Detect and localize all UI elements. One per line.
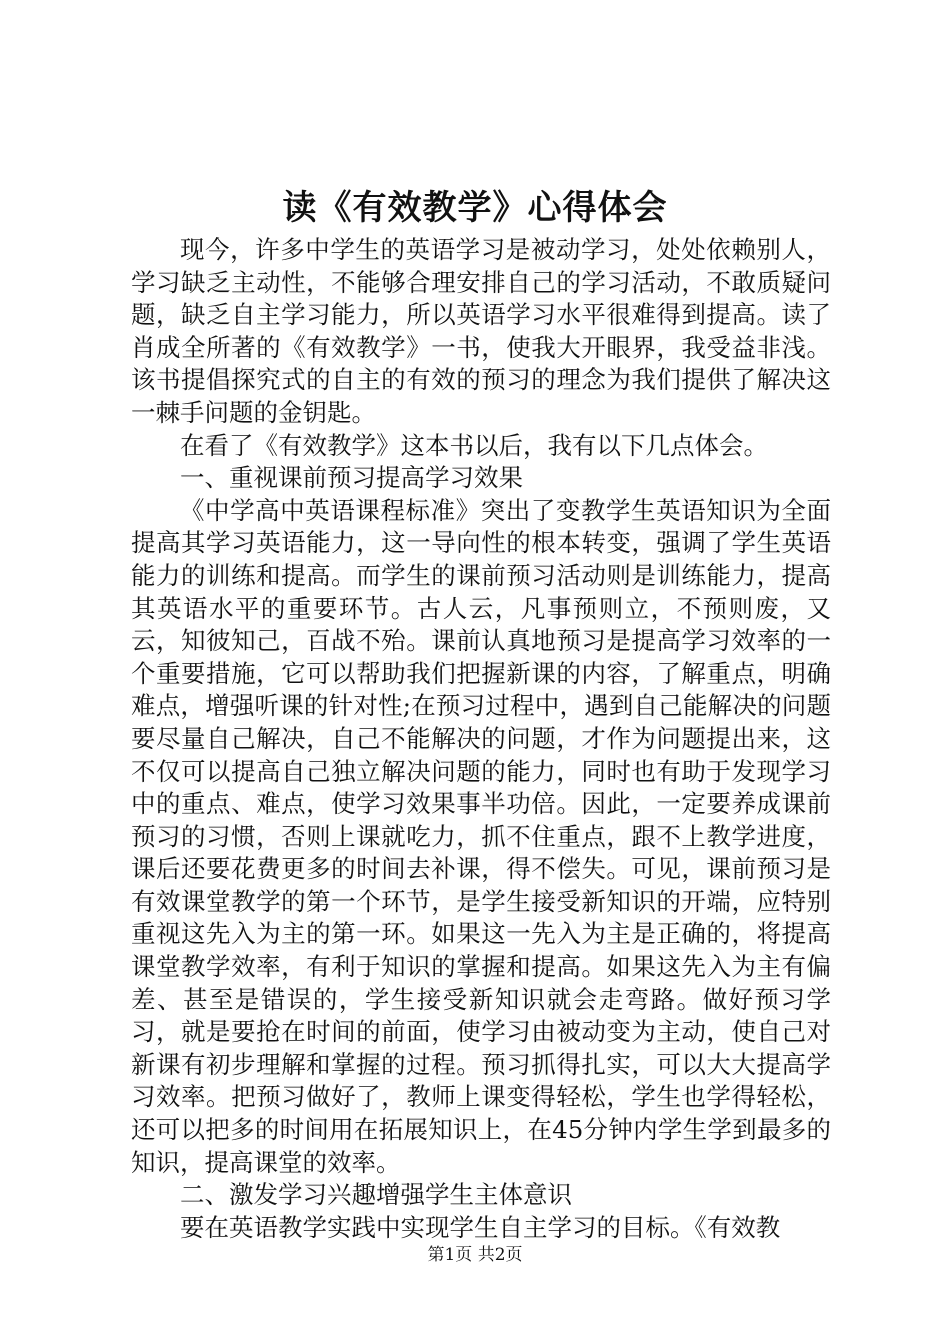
document-body — [131, 234, 831, 1244]
section-heading-2: 二、激发学习兴趣增强学生主体意识 — [180, 1180, 572, 1210]
document-title: 读《有效教学》心得体会 — [282, 188, 668, 228]
paragraph-section-2: 要在英语教学实践中实现学生自主学习的目标。《有效教 — [180, 1212, 781, 1242]
section-heading-1: 一、重视课前预习提高学习效果 — [180, 463, 523, 493]
paragraph-section-1: 《中学高中英语课程标准》突出了变教学生英语知识为全面提高其学习英语能力，这一导向性的根本转变，强调了学生英语能力的训练和提高。而学生的课前预习活动则是训练能力，提高其英语水平的重要环节。古人云，凡事预则立，不预则废，又云，知彼知己，百战不殆。课前认真地预习是提高学习效率的一个重要措施，它可以帮助我们把握新课的内容，了解重点，明确难点，增强听课的针对性;在预习过程中，遇到自己能解决的问题要尽量自己解决，自己不能解决的问题，才作为问题提出来，这不仅可以提高自己独立解决问题的能力，同时也有助于发现学习中的重点、难点，使学习效果事半功倍。因此，一定要养成课前预习的习惯，否则上课就吃力，抓不住重点，跟不上教学进度，课后还要花费更多的时间去补课，得不偿失。可见，课前预习是有效课堂教学的第一个环节，是学生接受新知识的开端，应特别重视这先入为主的第一环。如果这一先入为主是正确的，将提高课堂教学效率，有利于知识的掌握和提高。如果这先入为主有偏差、甚至是错误的，学生接受新知识就会走弯路。做好预习学习，就是要抢在时间的前面，使学习由被动变为主动，使自己对新课有初步理解和掌握的过程。预习抓得扎实，可以大大提高学习效率。把预习做好了，教师上课变得轻松，学生也学得轻松，还可以把多的时间用在拓展知识上，在45分钟内学生学到最多的知识，提高课堂的效率。 — [131, 495, 831, 1177]
paragraph-intro: 现今，许多中学生的英语学习是被动学习，处处依赖别人，学习缺乏主动性，不能够合理安排自己的学习活动，不敢质疑问题，缺乏自主学习能力，所以英语学习水平很难得到提高。读了肖成全所著的《有效教学》一书，使我大开眼界，我受益非浅。该书提倡探究式的自主的有效的预习的理念为我们提供了解决这一棘手问题的金钥匙。 — [131, 235, 831, 427]
paragraph-transition: 在看了《有效教学》这本书以后，我有以下几点体会。 — [180, 430, 768, 460]
page-footer: 第1页 共2页 — [427, 1245, 523, 1265]
